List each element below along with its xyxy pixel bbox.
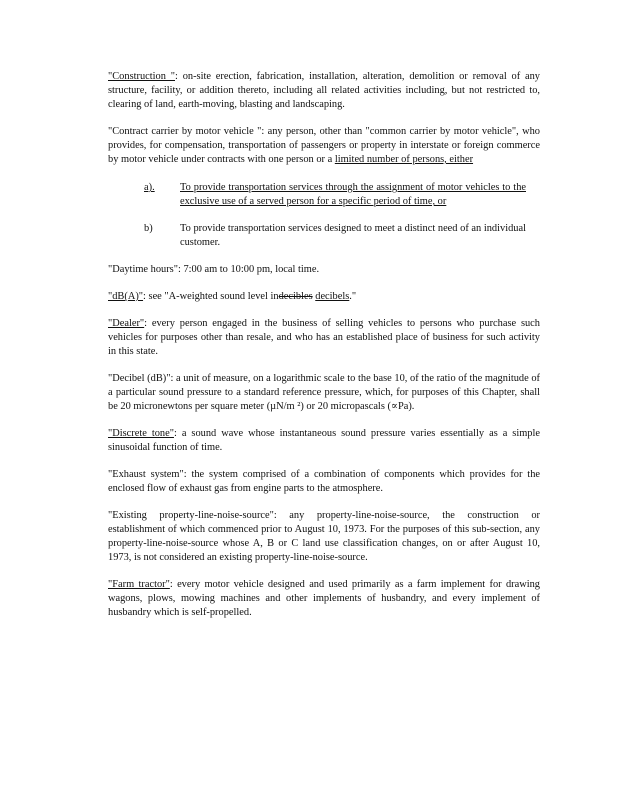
list-item-text: To provide transportation services designed to meet a distinct need of an individual customer.: [180, 223, 526, 248]
term-decibel: "Decibel (dB)": [108, 373, 171, 384]
definition-text: : any person, other than "common carrier by motor vehicle", who provides, for compensation, transportation of passengers or property in interstate or foreign commerce by motor vehicle under contracts with one person or a: [108, 126, 540, 165]
definition-text: : the system comprised of a combination of components which provides for the enclosed flow of exhaust gas from engine parts to the atmosphere.: [108, 469, 540, 494]
definition-text: : a unit of measure, on a logarithmic scale to the base 10, of the ratio of the magnitude of a particular sound pressure to a standard reference pressure, which, for purposes of this Chapter, shall be 20 micronewtons per square meter (µN/m ²) or 20 micropascals (∝Pa).: [108, 373, 540, 412]
definition-text: : any property-line-noise-source, the construction or establishment of which commenced prior to August 10, 1973. For the purposes of this sub-section, any property-line-noise-source whose A, B or C land use classification changes, on or after August 10, 1973, is not considered an existing property-line-noise-source.: [108, 510, 540, 563]
struck-text: decibles: [278, 291, 313, 302]
definition-construction: [108, 70, 540, 112]
definition-existing-property-line-noise-source: [108, 509, 540, 565]
definition-text: : on-site erection, fabrication, installation, alteration, demolition or removal of any structure, facility, or addition thereto, including all related activities including, but not restricted to, clearing of land, earth-moving, blasting and landscaping.: [108, 71, 541, 110]
definition-daytime-hours: [108, 263, 540, 277]
underlined-amendment: limited number of persons, either: [334, 154, 474, 165]
term-farm-tractor: "Farm tractor": [108, 579, 170, 590]
document-page: [108, 70, 540, 620]
term-existing-property: "Existing property-line-noise-source": [108, 510, 274, 521]
term-discrete-tone: "Discrete tone": [108, 428, 174, 439]
definition-dba: [108, 290, 540, 304]
definition-text: : every motor vehicle designed and used primarily as a farm implement for drawing wagons, plows, mowing machines and other implements of husbandry, and every implement of husbandry which is self-propelled.: [108, 579, 540, 618]
list-item-label: b): [144, 223, 153, 234]
term-daytime-hours: "Daytime hours": [108, 264, 178, 275]
term-dealer: "Dealer": [108, 318, 145, 329]
definition-exhaust-system: [108, 468, 540, 496]
definition-decibel: [108, 372, 540, 414]
definition-discrete-tone: [108, 427, 540, 455]
definition-text: : see "A-weighted sound level in: [143, 291, 279, 302]
term-exhaust-system: "Exhaust system": [108, 469, 184, 480]
term-construction: "Construction ": [108, 71, 175, 82]
definition-text-end: .": [349, 291, 357, 302]
definition-text: : every person engaged in the business of selling vehicles to persons who purchase such vehicles for purposes other than resale, and who has an established place of business for such activity in this state.: [108, 318, 540, 357]
definition-contract-carrier: [108, 125, 540, 167]
term-dba: "dB(A)": [108, 291, 144, 302]
inserted-text: decibels: [315, 291, 350, 302]
list-item-label: a).: [144, 182, 155, 193]
definition-farm-tractor: [108, 578, 540, 620]
term-contract-carrier: "Contract carrier by motor vehicle ": [108, 126, 262, 137]
definition-text: : 7:00 am to 10:00 pm, local time.: [177, 264, 320, 275]
list-item-text: To provide transportation services through the assignment of motor vehicles to the exclusive use of a served person for a specific period of time, or: [180, 182, 526, 207]
definition-text: : a sound wave whose instantaneous sound pressure varies essentially as a simple sinusoidal function of time.: [108, 428, 541, 453]
definition-dealer: [108, 317, 540, 359]
list-item: [144, 222, 526, 250]
list-item: [144, 181, 526, 209]
